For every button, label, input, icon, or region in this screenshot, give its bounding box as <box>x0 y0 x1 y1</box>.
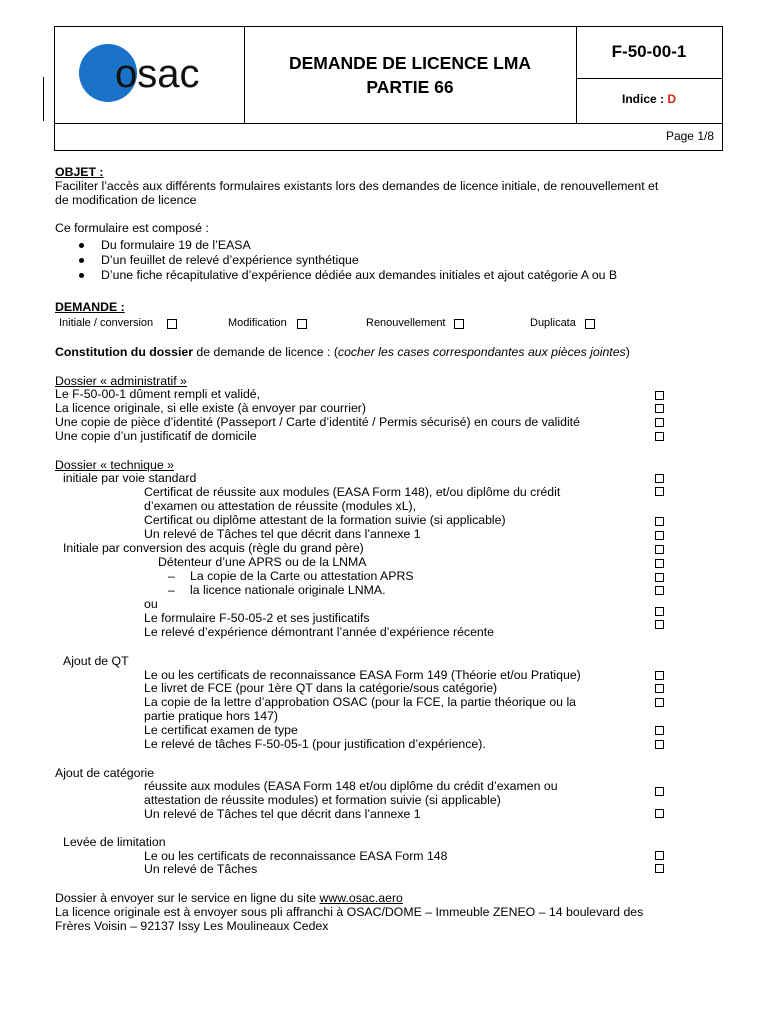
checkbox-renouvellement[interactable] <box>454 319 464 329</box>
margin-mark <box>43 77 44 121</box>
technique-heading: Dossier « technique » <box>55 458 174 472</box>
checkbox-tech-4[interactable] <box>655 531 664 540</box>
technique-item: Certificat de réussite aux modules (EASA Form 148), et/ou diplôme du crédit <box>144 485 561 499</box>
technique-item: Un relevé de Tâches tel que décrit dans l’annexe 1 <box>144 527 421 541</box>
qt-item: Le ou les certificats de reconnaissance EASA Form 149 (Théorie et/ou Pratique) <box>144 668 581 682</box>
qt-item: Le relevé de tâches F-50-05-1 (pour justification d’expérience). <box>144 737 486 751</box>
footer-prefix: Dossier à envoyer sur le service en ligne du site <box>55 891 320 905</box>
technique-item: La copie de la Carte ou attestation APRS <box>190 569 414 583</box>
checkbox-tech-8[interactable] <box>655 586 664 595</box>
limitation-item: Un relevé de Tâches <box>144 862 258 876</box>
form-code: F-50-00-1 <box>611 42 687 61</box>
bullet-icon <box>79 258 84 263</box>
logo-text: osac <box>115 52 200 96</box>
technique-item: Le formulaire F-50-05-2 et ses justificatifs <box>144 611 370 625</box>
page-number: Page 1/8 <box>665 129 714 143</box>
demande-option-duplicata: Duplicata <box>530 317 576 329</box>
checkbox-admin-4[interactable] <box>655 432 664 441</box>
checkbox-duplicata[interactable] <box>585 319 595 329</box>
footer-line1 <box>55 891 403 905</box>
admin-item: Le F-50-00-1 dûment rempli et validé, <box>55 387 261 401</box>
checkbox-limitation-1[interactable] <box>655 851 664 860</box>
checkbox-tech-1[interactable] <box>655 474 664 483</box>
bullet-item: D’une fiche récapitulative d’expérience dédiée aux demandes initiales et ajout catégorie A ou B <box>101 268 618 282</box>
composed-label: Ce formulaire est composé : <box>55 221 209 235</box>
dash-icon: – <box>168 569 175 583</box>
checkbox-initiale[interactable] <box>167 319 177 329</box>
constitution-bold: Constitution du dossier <box>55 345 193 359</box>
title-line2: PARTIE 66 <box>366 77 454 97</box>
checkbox-admin-2[interactable] <box>655 404 664 413</box>
technique-item: Le relevé d’expérience démontrant l’année d’expérience récente <box>144 625 495 639</box>
qt-item: partie pratique hors 147) <box>144 709 278 723</box>
technique-item: initiale par voie standard <box>63 471 197 485</box>
checkbox-categorie-1[interactable] <box>655 787 664 796</box>
checkbox-tech-10[interactable] <box>655 620 664 629</box>
checkbox-admin-1[interactable] <box>655 391 664 400</box>
constitution-normal: de demande de licence : ( <box>193 345 338 359</box>
admin-item: Une copie d’un justificatif de domicile <box>55 429 257 443</box>
objet-line1: Faciliter l’accès aux différents formulaires existants lors des demandes de licence initiale, de renouvellement et <box>55 179 659 193</box>
limitation-heading: Levée de limitation <box>63 835 166 849</box>
demande-option-initiale: Initiale / conversion <box>59 317 154 329</box>
qt-heading: Ajout de QT <box>63 654 129 668</box>
technique-item: Initiale par conversion des acquis (règle du grand père) <box>63 541 364 555</box>
categorie-item: attestation de réussite modules) et formation suivie (si applicable) <box>144 793 501 807</box>
checkbox-qt-5[interactable] <box>655 740 664 749</box>
checkbox-modification[interactable] <box>297 319 307 329</box>
checkbox-tech-3[interactable] <box>655 517 664 526</box>
technique-item: ou <box>144 597 158 611</box>
osac-website-link[interactable]: www.osac.aero <box>319 891 403 905</box>
admin-item: Une copie de pièce d’identité (Passeport / Carte d’identité / Permis sécurisé) en cours de validité <box>55 415 580 429</box>
demande-option-renouvellement: Renouvellement <box>366 317 446 329</box>
checkbox-qt-1[interactable] <box>655 671 664 680</box>
footer-line2: La licence originale est à envoyer sous pli affranchi à OSAC/DOME – Immeuble ZENEO – 14 boulevard des <box>55 905 644 919</box>
checkbox-tech-9[interactable] <box>655 607 664 616</box>
checkbox-qt-4[interactable] <box>655 726 664 735</box>
demande-option-modification: Modification <box>228 317 287 329</box>
title-line1: DEMANDE DE LICENCE LMA <box>288 53 532 73</box>
bullet-item: D’un feuillet de relevé d’expérience synthétique <box>101 253 359 267</box>
checkbox-limitation-2[interactable] <box>655 864 664 873</box>
objet-heading: OBJET : <box>55 165 104 179</box>
constitution-line <box>55 345 630 359</box>
checkbox-tech-5[interactable] <box>655 545 664 554</box>
qt-item: Le livret de FCE (pour 1ère QT dans la catégorie/sous catégorie) <box>144 681 498 695</box>
qt-item: La copie de la lettre d’approbation OSAC (pour la FCE, la partie théorique ou la <box>144 695 577 709</box>
admin-item: La licence originale, si elle existe (à envoyer par courrier) <box>55 401 366 415</box>
admin-heading: Dossier « administratif » <box>55 374 187 388</box>
technique-item: la licence nationale originale LNMA. <box>190 583 386 597</box>
constitution-italic: cocher les cases correspondantes aux pièces jointes <box>337 345 626 359</box>
footer-line3: Frères Voisin – 92137 Issy Les Moulineaux Cedex <box>55 919 329 933</box>
technique-item: d’examen ou attestation de réussite (modules xL), <box>144 499 417 513</box>
categorie-item: réussite aux modules (EASA Form 148 et/ou diplôme du crédit d’examen ou <box>144 779 558 793</box>
indice <box>576 92 722 106</box>
osac-logo <box>79 44 229 104</box>
checkbox-qt-2[interactable] <box>655 684 664 693</box>
limitation-item: Le ou les certificats de reconnaissance EASA Form 148 <box>144 849 448 863</box>
checkbox-tech-7[interactable] <box>655 573 664 582</box>
objet-line2: de modification de licence <box>55 193 197 207</box>
checkbox-admin-3[interactable] <box>655 418 664 427</box>
categorie-item: Un relevé de Tâches tel que décrit dans l’annexe 1 <box>144 807 421 821</box>
indice-label: Indice : <box>621 92 664 106</box>
indice-value: D <box>667 92 677 106</box>
checkbox-tech-6[interactable] <box>655 559 664 568</box>
checkbox-categorie-2[interactable] <box>655 809 664 818</box>
bullet-icon <box>79 273 84 278</box>
checkbox-qt-3[interactable] <box>655 698 664 707</box>
bullet-item: Du formulaire 19 de l’EASA <box>101 238 251 252</box>
qt-item: Le certificat examen de type <box>144 723 298 737</box>
bullet-icon <box>79 243 84 248</box>
categorie-heading: Ajout de catégorie <box>55 766 155 780</box>
constitution-close: ) <box>625 345 630 359</box>
checkbox-tech-2[interactable] <box>655 487 664 496</box>
demande-heading: DEMANDE : <box>55 300 125 314</box>
technique-item: Certificat ou diplôme attestant de la formation suivie (si applicable) <box>144 513 506 527</box>
dash-icon: – <box>168 583 175 597</box>
technique-item: Détenteur d’une APRS ou de la LNMA <box>158 555 367 569</box>
